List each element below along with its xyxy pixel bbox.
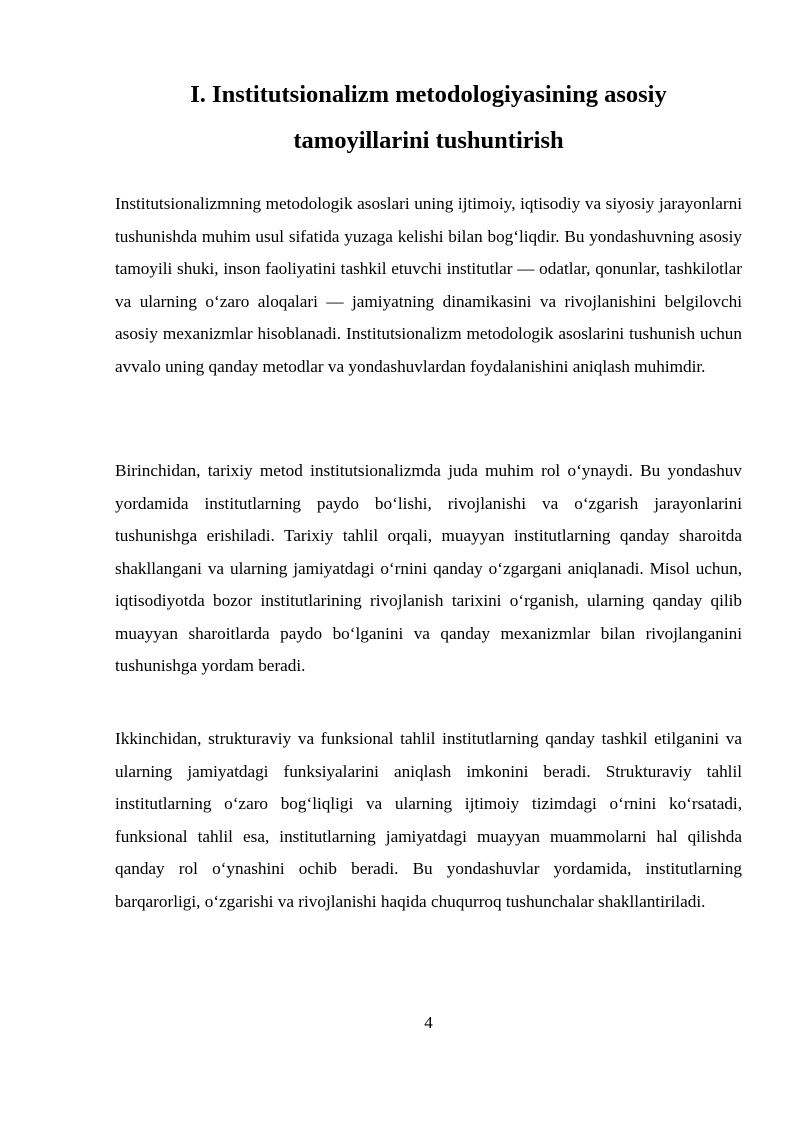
- paragraph-2: Birinchidan, tarixiy metod institutsionalizmda juda muhim rol o‘ynaydi. Bu yondashuv yordamida institutlarning paydo bo‘lishi, rivojlanishi va o‘zgarish jarayonlarini tushunishga erishiladi. Tarixiy tahlil orqali, muayyan institutlarning qanday sharoitda shakllangani va ularning jamiyatdagi o‘rnini qanday o‘zgargani aniqlanadi. Misol uchun, iqtisodiyotda bozor institutlarining rivojlanish tarixini o‘rganish, ularning qanday qilib muayyan sharoitlarda paydo bo‘lganini va qanday mexanizmlar bilan rivojlanganini tushunishga yordam beradi.: [115, 461, 742, 675]
- page-title: [100, 72, 757, 164]
- paragraph-3: Ikkinchidan, strukturaviy va funksional tahlil institutlarning qanday tashkil etilganini va ularning jamiyatdagi funksiyalarini aniqlash imkonini beradi. Strukturaviy tahlil institutlarning o‘zaro bog‘liqligi va ularning ijtimoiy tizimdagi o‘rnini ko‘rsatadi, funksional tahlil esa, institutlarning jamiyatdagi muayyan muammolarni hal qilishda qanday rol o‘ynashini ochib beradi. Bu yondashuvlar yordamida, institutlarning barqarorligi, o‘zgarishi va rivojlanishi haqida chuqurroq tushunchalar shakllantiriladi.: [115, 729, 742, 911]
- page-number: 4: [424, 1013, 433, 1032]
- title-line-2: tamoyillarini tushuntirish: [293, 127, 564, 154]
- paragraph-1: Institutsionalizmning metodologik asoslari uning ijtimoiy, iqtisodiy va siyosiy jarayonlarni tushunishda muhim usul sifatida yuzaga kelishi bilan bog‘liqdir. Bu yondashuvning asosiy tamoyili shuki, inson faoliyatini tashkil etuvchi institutlar — odatlar, qonunlar, tashkilotlar va ularning o‘zaro aloqalari — jamiyatning dinamikasini va rivojlanishini belgilovchi asosiy mexanizmlar hisoblanadi. Institutsionalizm metodologik asoslarini tushunish uchun avvalo uning qanday metodlar va yondashuvlardan foydalanishini aniqlash muhimdir.: [115, 194, 742, 376]
- title-line-1: I. Institutsionalizm metodologiyasining asosiy: [190, 81, 667, 108]
